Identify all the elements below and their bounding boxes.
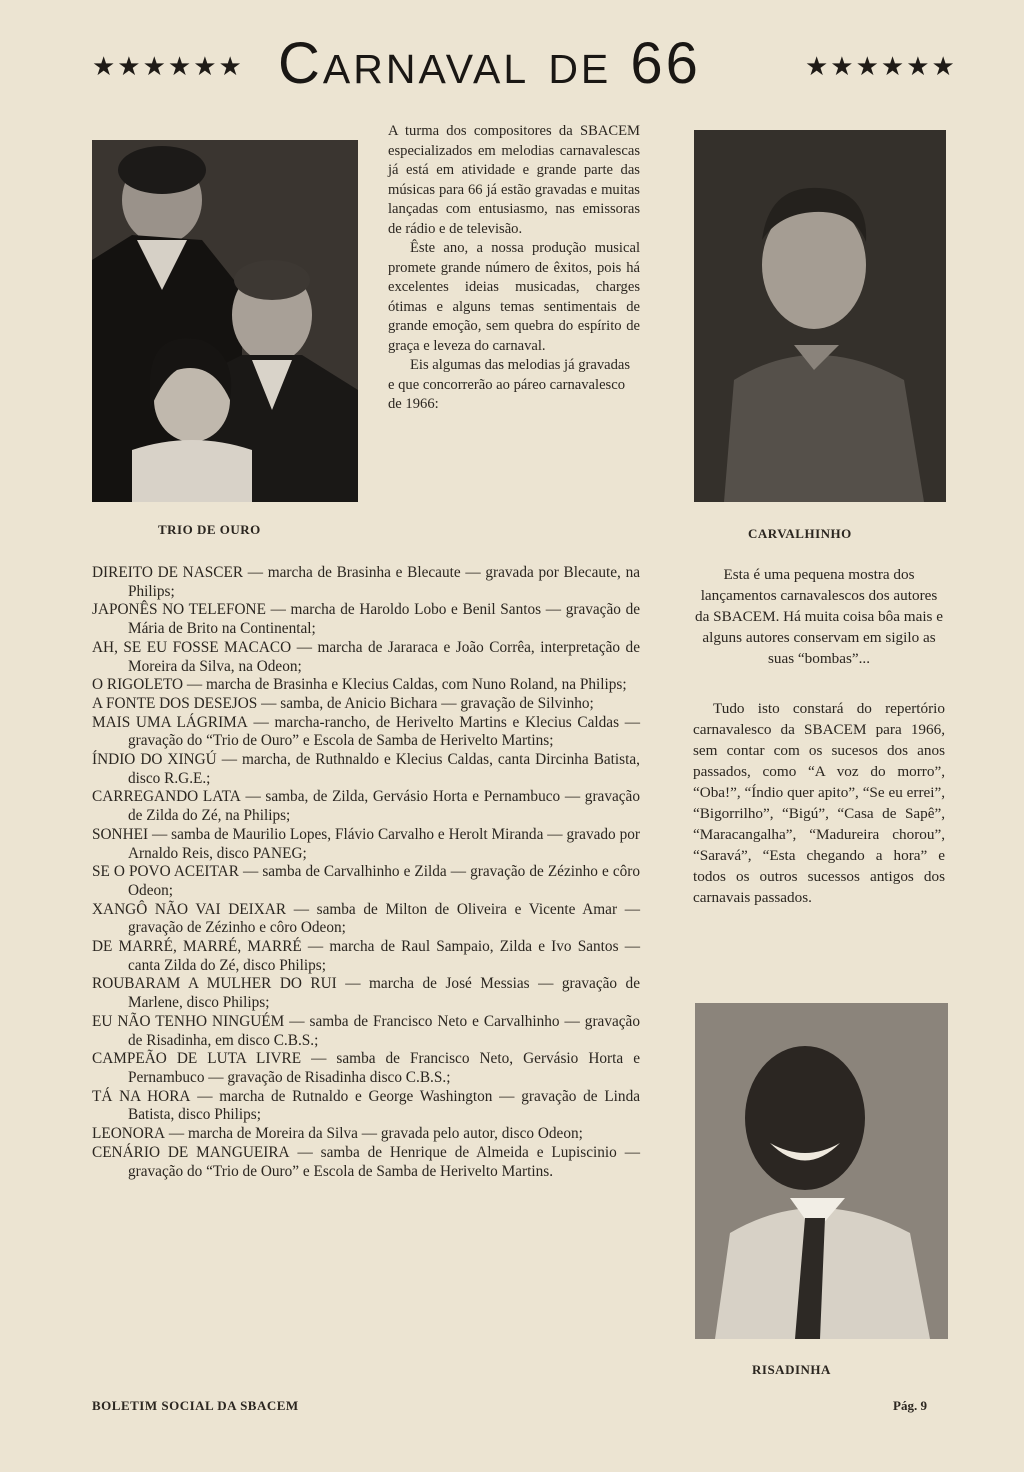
page-title: Carnaval de 66	[278, 31, 701, 96]
song-details: — marcha de Raul Sampaio, Zilda e Ivo Santos — canta Zilda do Zé, disco Philips;	[128, 938, 640, 974]
trio-de-ouro-photo	[92, 140, 358, 502]
song-details: — marcha de Brasinha e Klecius Caldas, com Nuno Roland, na Philips;	[186, 676, 627, 694]
list-item	[92, 751, 640, 788]
song-title: DE MARRÉ, MARRÉ, MARRÉ	[92, 938, 302, 956]
song-details: — marcha de Haroldo Lobo e Benil Santos — gravação de Mária de Brito na Continental;	[128, 601, 641, 638]
list-item	[92, 1125, 640, 1144]
song-details: — marcha de José Messias — gravação de Marlene, disco Philips;	[128, 975, 640, 1012]
song-title: A FONTE DOS DESEJOS	[92, 694, 258, 712]
song-title: AH, SE EU FOSSE MACACO	[92, 638, 292, 656]
sidebar-repertoire	[693, 698, 945, 908]
song-title: SE O POVO ACEITAR	[92, 863, 239, 881]
song-title: ÍNDIO DO XINGÚ	[92, 751, 217, 769]
trio-de-ouro-caption: TRIO DE OURO	[158, 522, 261, 537]
song-title: ROUBARAM A MULHER DO RUI	[92, 975, 337, 993]
song-details: — samba de Francisco Neto e Carvalhinho — gravação de Risadinha, em disco C.B.S.;	[128, 1012, 640, 1049]
list-item	[92, 863, 640, 900]
song-details: — samba, de Anicio Bichara — gravação de Silvinho;	[261, 694, 594, 712]
stars-right: ★★★★★★	[805, 52, 957, 82]
song-details: — samba de Maurilio Lopes, Flávio Carvalho e Herolt Miranda — gravado por Arnaldo Reis, disco PANEG;	[128, 825, 640, 862]
song-list	[92, 564, 640, 1181]
song-title: DIREITO DE NASCER	[92, 564, 244, 581]
carvalhinho-caption: CARVALHINHO	[748, 526, 852, 541]
list-item	[92, 1050, 640, 1087]
list-item	[92, 676, 640, 695]
song-title: EU NÃO TENHO NINGUÉM	[92, 1012, 285, 1030]
list-item	[92, 1013, 640, 1050]
song-title: CARREGANDO LATA	[92, 788, 241, 806]
list-item	[92, 901, 640, 938]
song-details: — samba de Henrique de Almeida e Lupiscinio — gravação do “Trio de Ouro” e Escola de Samba de Herivelto Martins.	[128, 1143, 640, 1180]
song-details: — samba de Francisco Neto, Gervásio Horta e Pernambuco — gravação de Risadinha disco C.B.S.;	[128, 1050, 641, 1086]
list-item	[92, 1144, 640, 1181]
song-details: — samba de Milton de Oliveira e Vicente Amar — gravação de Zézinho e côro Odeon;	[128, 900, 640, 937]
intro-paragraph-1: A turma dos compositores da SBACEM especializados em melodias carnavalescas já está em atividade e grande parte das músicas para 66 já estão gravadas e muitas lançadas com entusiasmo, nas emissoras de rádio e de televisão.	[388, 123, 640, 237]
list-item	[92, 639, 640, 676]
song-title: MAIS UMA LÁGRIMA	[92, 713, 248, 731]
list-item	[92, 826, 640, 863]
song-title: XANGÔ NÃO VAI DEIXAR	[92, 900, 287, 918]
song-details: — marcha de Jararaca e João Corrêa, interpretação de Moreira da Silva, na Odeon;	[128, 638, 640, 675]
carvalhinho-photo	[694, 130, 946, 502]
song-title: SONHEI	[92, 825, 149, 843]
song-details: — marcha de Rutnaldo e George Washington — gravação de Linda Batista, disco Philips;	[128, 1087, 641, 1124]
song-title: O RIGOLETO	[92, 676, 184, 694]
song-title: CENÁRIO DE MANGUEIRA	[92, 1143, 290, 1161]
list-item	[92, 714, 640, 751]
list-item	[92, 695, 640, 714]
sidebar-paragraph-1: Esta é uma pequena mostra dos lançamentos carnavalescos dos autores da SBACEM. Há muita coisa bôa mais e alguns autores conservam em sigilo as suas “bombas”...	[694, 566, 944, 667]
list-item	[92, 1088, 640, 1125]
song-title: JAPONÊS NO TELEFONE	[92, 601, 266, 619]
footer-publication: BOLETIM SOCIAL DA SBACEM	[92, 1398, 299, 1413]
sidebar-paragraph-2: Tudo isto constará do repertório carnavalesco da SBACEM para 1966, sem contar com os sucesos dos anos passados, como “A voz do morro”, “Oba!”, “Índio quer apito”, “Se eu errei”, “Bigorrilho”, “Bigú”, “Casa de Sapê”, “Maracangalha”, “Madureira chorou”, “Saravá”, “Esta chegando a hora” e todos os outros sucessos antigos dos carnavais passados.	[693, 700, 945, 906]
risadinha-photo	[695, 1003, 948, 1339]
sidebar-note	[693, 564, 945, 669]
intro-paragraph-2: Êste ano, a nossa produção musical promete grande número de êxitos, pois há excelentes ideias musicadas, charges ótimas e alguns temas sentimentais de grande emoção, sem quebra do espírito de graça e leveza do carnaval.	[388, 240, 640, 354]
risadinha-caption: RISADINHA	[752, 1362, 831, 1377]
song-title: TÁ NA HORA	[92, 1087, 191, 1105]
song-details: — marcha de Moreira da Silva — gravada pelo autor, disco Odeon;	[168, 1125, 583, 1143]
list-item	[92, 788, 640, 825]
list-item	[92, 975, 640, 1012]
song-details: — marcha-rancho, de Herivelto Martins e Klecius Caldas — gravação do “Trio de Ouro” e Escola de Samba de Herivelto Martins;	[128, 713, 641, 750]
song-details: — samba de Carvalhinho e Zilda — gravação de Zézinho e côro Odeon;	[128, 863, 641, 899]
list-item	[92, 564, 640, 601]
page-number: Pág. 9	[893, 1398, 927, 1413]
song-details: — samba, de Zilda, Gervásio Horta e Pernambuco — gravação de Zilda do Zé, na Philips;	[128, 788, 640, 825]
list-item	[92, 938, 640, 975]
stars-left: ★★★★★★	[92, 52, 244, 82]
intro-paragraph-3: Eis algumas das melodias já gravadas e que concorrerão ao páreo carnavalesco de 1966:	[388, 357, 631, 412]
song-title: CAMPEÃO DE LUTA LIVRE	[92, 1050, 302, 1068]
song-title: LEONORA	[92, 1125, 166, 1143]
list-item	[92, 601, 640, 638]
song-details: — marcha de Brasinha e Blecaute — gravada por Blecaute, na Philips;	[128, 564, 641, 600]
intro-text	[388, 122, 640, 415]
song-details: — marcha, de Ruthnaldo e Klecius Caldas, canta Dircinha Batista, disco R.G.E.;	[128, 751, 641, 787]
page-header	[0, 30, 1024, 100]
